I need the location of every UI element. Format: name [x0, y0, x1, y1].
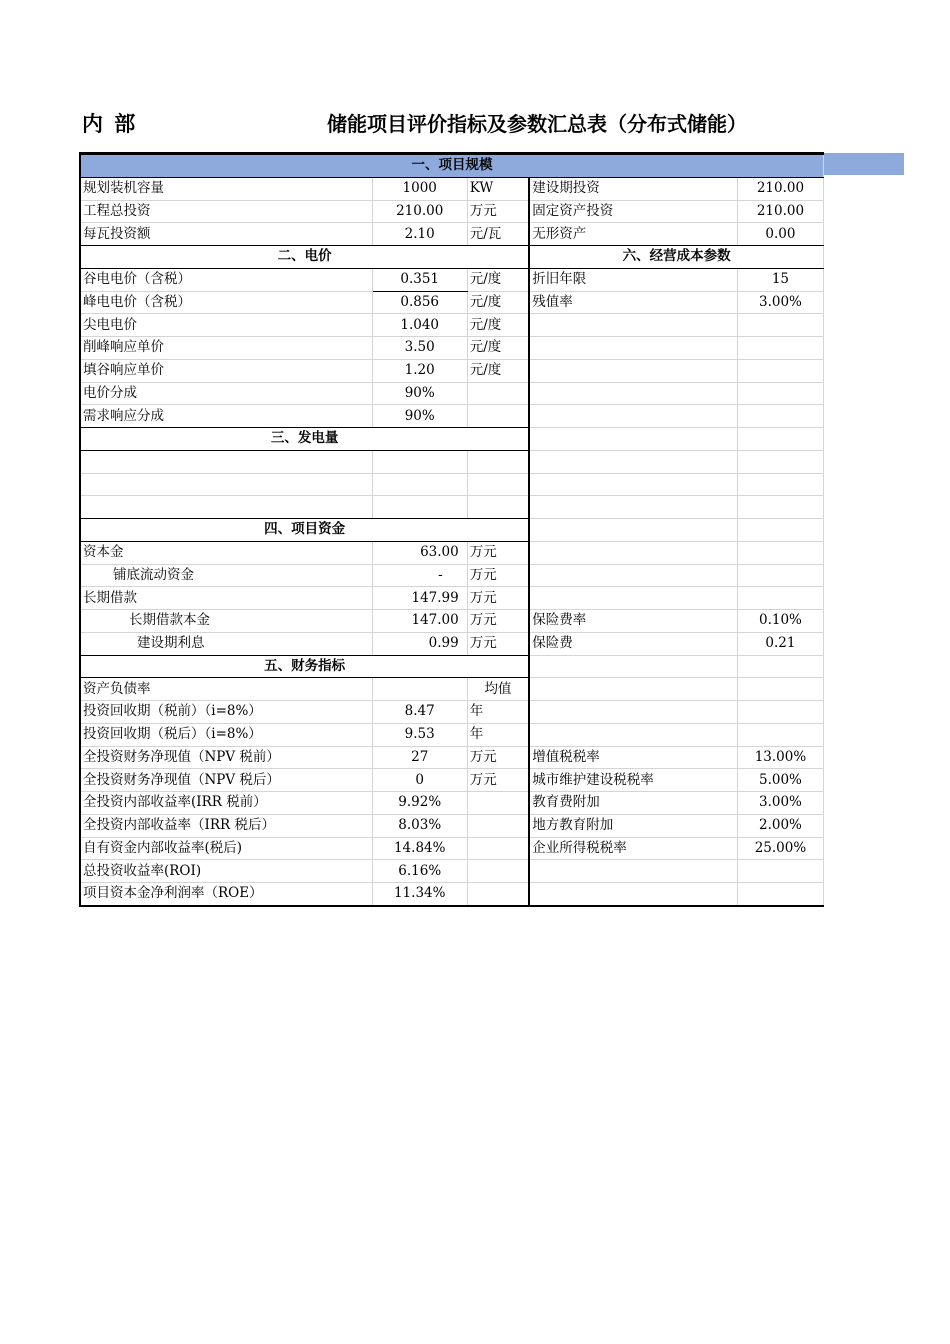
cell-value[interactable]: 1000 [372, 177, 467, 200]
cell-right-value[interactable] [737, 450, 823, 473]
cell-unit[interactable]: 元/瓦 [467, 223, 529, 246]
cell-value[interactable]: 0.351 [372, 268, 467, 291]
cell-value[interactable]: 8.03% [372, 814, 467, 837]
section-header-row [80, 428, 824, 451]
cell-right-label[interactable]: 折旧年限 [529, 268, 737, 291]
cell-unit[interactable]: 万元 [467, 587, 529, 610]
cell-right-label[interactable]: 建设期投资 [529, 177, 737, 200]
cell-right-value[interactable]: 0.00 [737, 223, 823, 246]
cell-label[interactable]: 峰电电价（含税） [80, 291, 372, 314]
table-row [80, 291, 824, 314]
cell-unit[interactable] [467, 792, 529, 815]
cell-right-value[interactable] [737, 564, 823, 587]
cell-value[interactable]: 3.50 [372, 337, 467, 360]
section-header-row [80, 519, 824, 542]
cell-unit[interactable] [467, 837, 529, 860]
cell-unit[interactable] [467, 814, 529, 837]
cell-right-value[interactable] [737, 359, 823, 382]
table-row [80, 632, 824, 655]
cell-unit[interactable]: KW [467, 177, 529, 200]
table-row [80, 496, 824, 519]
cell-right-value[interactable] [737, 428, 823, 451]
cell-label[interactable]: 长期借款本金 [80, 610, 372, 633]
cell-value[interactable]: 147.00 [372, 610, 467, 633]
cell-right-label[interactable] [529, 883, 737, 906]
section-header-row [80, 246, 824, 269]
cell-right-label[interactable] [529, 314, 737, 337]
cell-value[interactable]: 210.00 [372, 200, 467, 223]
cell-unit[interactable] [467, 450, 529, 473]
table-row [80, 541, 824, 564]
cell-label[interactable]: 资产负债率 [80, 678, 372, 701]
cell-unit[interactable]: 年 [467, 723, 529, 746]
cell-label[interactable]: 投资回收期（税前）（i=8%） [80, 701, 372, 724]
cell-label[interactable]: 全投资内部收益率(IRR 税前） [80, 792, 372, 815]
table-row [80, 200, 824, 223]
table-row [80, 769, 824, 792]
cell-right-label[interactable]: 保险费 [529, 632, 737, 655]
cell-unit[interactable]: 万元 [467, 541, 529, 564]
cell-value[interactable]: 0.856 [372, 291, 467, 314]
cell-right-label[interactable] [529, 655, 737, 678]
cell-right-label[interactable] [529, 496, 737, 519]
cell-unit[interactable] [467, 860, 529, 883]
table-row [80, 564, 824, 587]
section-header-row [80, 154, 824, 178]
cell-label[interactable]: 每瓦投资额 [80, 223, 372, 246]
section-title-operating-cost: 六、经营成本参数 [529, 246, 823, 269]
cell-unit[interactable]: 万元 [467, 200, 529, 223]
cell-right-value[interactable]: 210.00 [737, 200, 823, 223]
table-row [80, 814, 824, 837]
table-row [80, 587, 824, 610]
cell-value[interactable]: 90% [372, 405, 467, 428]
cell-right-value[interactable]: 5.00% [737, 769, 823, 792]
cell-unit[interactable]: 万元 [467, 610, 529, 633]
table-row [80, 314, 824, 337]
cell-right-value[interactable] [737, 519, 823, 542]
cell-right-value[interactable]: 3.00% [737, 291, 823, 314]
cell-value[interactable] [372, 473, 467, 496]
cell-right-label[interactable] [529, 860, 737, 883]
page-title: 储能项目评价指标及参数汇总表（分布式储能） [327, 112, 747, 136]
cell-right-value[interactable]: 2.00% [737, 814, 823, 837]
table-row [80, 837, 824, 860]
cell-right-label[interactable] [529, 701, 737, 724]
cell-value[interactable]: 1.040 [372, 314, 467, 337]
cell-right-value[interactable]: 210.00 [737, 177, 823, 200]
cell-right-value[interactable] [737, 678, 823, 701]
cell-right-value[interactable] [737, 405, 823, 428]
cell-right-label[interactable]: 地方教育附加 [529, 814, 737, 837]
section-title-price: 二、电价 [80, 246, 529, 269]
table-row [80, 450, 824, 473]
table-row [80, 678, 824, 701]
table-row [80, 382, 824, 405]
cell-label[interactable]: 项目资本金净利润率（ROE） [80, 883, 372, 906]
cell-label[interactable]: 长期借款 [80, 587, 372, 610]
cell-label[interactable] [80, 496, 372, 519]
cell-right-value[interactable] [737, 860, 823, 883]
cell-right-label[interactable] [529, 382, 737, 405]
cell-value[interactable]: 8.47 [372, 701, 467, 724]
cell-right-label[interactable] [529, 428, 737, 451]
cell-unit[interactable]: 万元 [467, 564, 529, 587]
cell-unit[interactable] [467, 382, 529, 405]
cell-label[interactable]: 建设期利息 [80, 632, 372, 655]
cell-label[interactable]: 全投资财务净现值（NPV 税后） [80, 769, 372, 792]
table-row [80, 405, 824, 428]
cell-unit[interactable]: 元/度 [467, 359, 529, 382]
header-band-extension [824, 153, 904, 175]
cell-right-value[interactable] [737, 382, 823, 405]
table-row [80, 746, 824, 769]
cell-value[interactable]: 63.00 [372, 541, 467, 564]
cell-label[interactable]: 工程总投资 [80, 200, 372, 223]
cell-value[interactable]: 147.99 [372, 587, 467, 610]
cell-label[interactable]: 总投资收益率(ROI) [80, 860, 372, 883]
cell-label[interactable]: 全投资内部收益率（IRR 税后） [80, 814, 372, 837]
cell-unit[interactable]: 均值 [467, 678, 529, 701]
cell-right-value[interactable] [737, 587, 823, 610]
cell-value[interactable] [372, 678, 467, 701]
cell-right-label[interactable]: 保险费率 [529, 610, 737, 633]
section-title-scale: 一、项目规模 [80, 154, 824, 178]
cell-right-label[interactable]: 增值税税率 [529, 746, 737, 769]
cell-label[interactable]: 自有资金内部收益率(税后) [80, 837, 372, 860]
cell-right-value[interactable] [737, 655, 823, 678]
cell-right-label[interactable] [529, 359, 737, 382]
cell-value[interactable]: 11.34% [372, 883, 467, 906]
table-row [80, 610, 824, 633]
header-left-label: 内 部 [82, 112, 138, 136]
cell-right-value[interactable] [737, 723, 823, 746]
cell-right-value[interactable]: 15 [737, 268, 823, 291]
cell-value[interactable]: 2.10 [372, 223, 467, 246]
cell-right-value[interactable]: 0.10% [737, 610, 823, 633]
cell-label[interactable]: 规划装机容量 [80, 177, 372, 200]
cell-right-label[interactable] [529, 587, 737, 610]
cell-value[interactable]: 6.16% [372, 860, 467, 883]
table-row [80, 268, 824, 291]
cell-right-label[interactable]: 残值率 [529, 291, 737, 314]
cell-right-value[interactable] [737, 496, 823, 519]
cell-label[interactable]: 削峰响应单价 [80, 337, 372, 360]
cell-unit[interactable]: 万元 [467, 746, 529, 769]
cell-right-label[interactable]: 企业所得税税率 [529, 837, 737, 860]
table-row [80, 883, 824, 906]
cell-value[interactable]: 1.20 [372, 359, 467, 382]
section-title-generation: 三、发电量 [80, 428, 529, 451]
table-row [80, 337, 824, 360]
table-row [80, 359, 824, 382]
cell-label[interactable]: 谷电电价（含税） [80, 268, 372, 291]
cell-right-label[interactable] [529, 450, 737, 473]
section-title-funds: 四、项目资金 [80, 519, 529, 542]
cell-right-value[interactable]: 13.00% [737, 746, 823, 769]
cell-value[interactable]: 9.53 [372, 723, 467, 746]
cell-label[interactable]: 尖电电价 [80, 314, 372, 337]
cell-unit[interactable]: 元/度 [467, 291, 529, 314]
cell-unit[interactable]: 元/度 [467, 337, 529, 360]
table-row [80, 792, 824, 815]
cell-right-value[interactable]: 3.00% [737, 792, 823, 815]
table-row [80, 701, 824, 724]
cell-label[interactable]: 填谷响应单价 [80, 359, 372, 382]
cell-right-label[interactable] [529, 405, 737, 428]
section-header-row [80, 655, 824, 678]
cell-unit[interactable] [467, 496, 529, 519]
cell-right-value[interactable] [737, 337, 823, 360]
cell-right-value[interactable]: 25.00% [737, 837, 823, 860]
section-title-financial: 五、财务指标 [80, 655, 529, 678]
cell-unit[interactable]: 元/度 [467, 268, 529, 291]
cell-unit[interactable] [467, 473, 529, 496]
cell-right-label[interactable]: 教育费附加 [529, 792, 737, 815]
cell-right-label[interactable] [529, 678, 737, 701]
cell-right-value[interactable]: 0.21 [737, 632, 823, 655]
cell-right-value[interactable] [737, 473, 823, 496]
cell-right-label[interactable] [529, 473, 737, 496]
cell-value[interactable]: 27 [372, 746, 467, 769]
cell-right-label[interactable] [529, 723, 737, 746]
cell-label[interactable]: 电价分成 [80, 382, 372, 405]
cell-right-label[interactable] [529, 337, 737, 360]
cell-label[interactable] [80, 473, 372, 496]
cell-unit[interactable] [467, 883, 529, 906]
table-row [80, 860, 824, 883]
cell-unit[interactable]: 元/度 [467, 314, 529, 337]
cell-label[interactable]: 需求响应分成 [80, 405, 372, 428]
cell-unit[interactable]: 万元 [467, 632, 529, 655]
cell-right-label[interactable]: 固定资产投资 [529, 200, 737, 223]
cell-unit[interactable]: 年 [467, 701, 529, 724]
cell-right-label[interactable]: 城市维护建设税税率 [529, 769, 737, 792]
cell-value[interactable] [372, 450, 467, 473]
cell-right-label[interactable] [529, 541, 737, 564]
cell-label[interactable]: 全投资财务净现值（NPV 税前） [80, 746, 372, 769]
table-row [80, 473, 824, 496]
cell-value[interactable]: 0 [372, 769, 467, 792]
cell-value[interactable] [372, 496, 467, 519]
cell-right-value[interactable] [737, 701, 823, 724]
cell-label[interactable] [80, 450, 372, 473]
cell-right-value[interactable] [737, 883, 823, 906]
cell-label[interactable]: 资本金 [80, 541, 372, 564]
cell-right-label[interactable] [529, 519, 737, 542]
summary-table [79, 152, 824, 907]
table-row [80, 723, 824, 746]
cell-label[interactable]: 投资回收期（税后）（i=8%） [80, 723, 372, 746]
cell-right-value[interactable] [737, 314, 823, 337]
cell-right-value[interactable] [737, 541, 823, 564]
cell-right-label[interactable] [529, 564, 737, 587]
cell-right-label[interactable]: 无形资产 [529, 223, 737, 246]
table-row [80, 223, 824, 246]
cell-value[interactable]: 0.99 [372, 632, 467, 655]
cell-value[interactable]: 9.92% [372, 792, 467, 815]
cell-label[interactable]: 铺底流动资金 [80, 564, 372, 587]
cell-unit[interactable] [467, 405, 529, 428]
cell-value[interactable]: - [372, 564, 467, 587]
cell-value[interactable]: 90% [372, 382, 467, 405]
table-row [80, 177, 824, 200]
cell-value[interactable]: 14.84% [372, 837, 467, 860]
cell-unit[interactable]: 万元 [467, 769, 529, 792]
